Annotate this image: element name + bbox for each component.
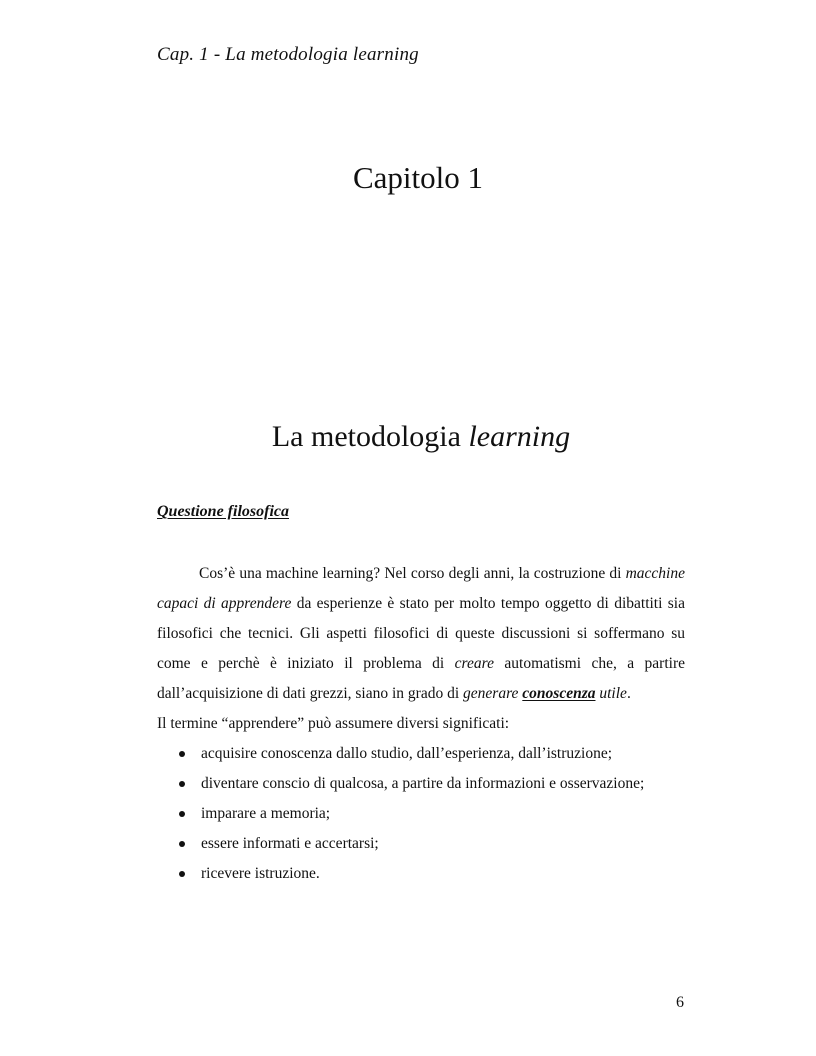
bullet-icon — [179, 781, 185, 787]
paragraph-text-3: automatismi che, a partire dall’acquisizione di dati grezzi, siano in grado di — [157, 655, 685, 702]
chapter-title — [0, 420, 816, 454]
bullet-icon — [179, 871, 185, 877]
paragraph-emphasis-3: generare — [463, 685, 519, 702]
list-item-text: imparare a memoria; — [201, 805, 331, 822]
bullet-icon — [179, 841, 185, 847]
body-text — [157, 559, 685, 889]
list-item — [157, 859, 685, 889]
list-item-text: ricevere istruzione. — [201, 865, 320, 882]
opening-paragraph — [157, 559, 685, 709]
list-item-text: diventare conscio di qualcosa, a partire da informazioni e osservazione; — [201, 775, 645, 792]
running-header: Cap. 1 - La metodologia learning — [157, 44, 419, 65]
paragraph-text-1: Cos’è una machine learning? Nel corso degli anni, la costruzione di — [199, 565, 626, 582]
paragraph-emphasis-4: utile — [599, 685, 627, 702]
paragraph-strong-term: conoscenza — [522, 685, 596, 702]
list-intro: Il termine “apprendere” può assumere diversi significati: — [157, 715, 510, 732]
list-item — [157, 799, 685, 829]
paragraph-text-2: da esperienze è stato per molto tempo oggetto di dibattiti sia filosofici che tecnici. Gli aspetti filosofici di queste discussioni si soffermano su come e perchè è iniziato il problema di — [157, 595, 685, 672]
paragraph-emphasis-2: creare — [454, 655, 494, 672]
paragraph-period: . — [626, 685, 631, 702]
meanings-list — [157, 739, 685, 889]
list-item — [157, 739, 685, 769]
bullet-icon — [179, 751, 185, 757]
chapter-number: Capitolo 1 — [352, 160, 484, 195]
section-heading: Questione filosofica — [157, 503, 289, 520]
paragraph-emphasis-1: macchine capaci di apprendere — [157, 565, 685, 612]
chapter-title-italic: learning — [468, 420, 571, 453]
list-item — [157, 769, 685, 799]
list-item-text: essere informati e accertarsi; — [201, 835, 379, 852]
list-item — [157, 829, 685, 859]
chapter-title-plain: La metodologia — [271, 420, 469, 453]
list-item-text: acquisire conoscenza dallo studio, dall’esperienza, dall’istruzione; — [201, 745, 613, 762]
page-number: 6 — [676, 994, 684, 1011]
bullet-icon — [179, 811, 185, 817]
